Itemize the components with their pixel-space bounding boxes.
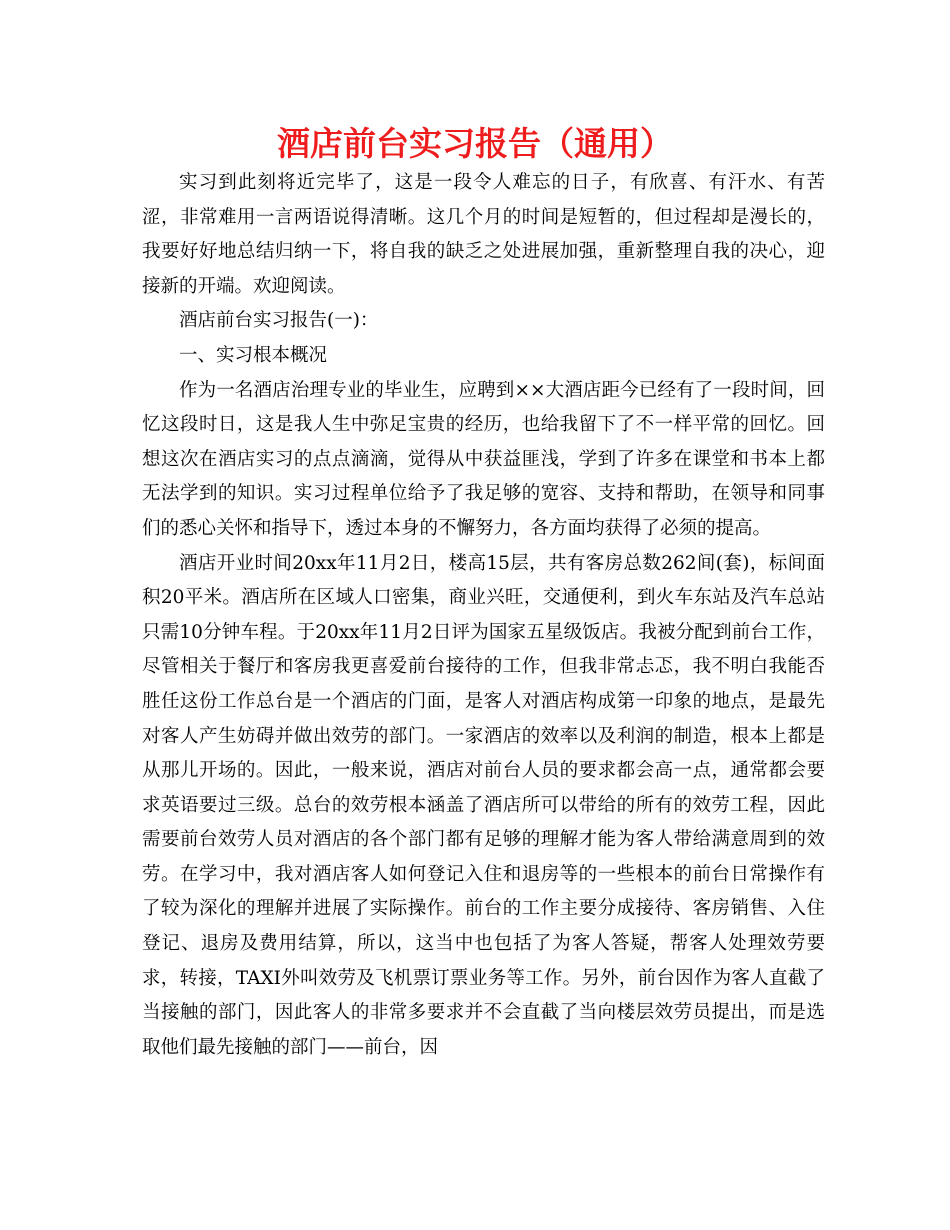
body-paragraph: 酒店开业时间20xx年11月2日，楼高15层，共有客房总数262间(套)，标间面积20平米。酒店所在区域人口密集，商业兴旺，交通便利，到火车东站及汽车总站只需10分钟车程。于20xx年11月2日评为国家五星级饭店。我被分配到前台工作，尽管相关于餐厅和客房我更喜爱前台接待的工作，但我非常忐忑，我不明白我能否胜任这份工作总台是一个酒店的门面，是客人对酒店构成第一印象的地点，是最先对客人产生妨碍并做出效劳的部门。一家酒店的效率以及利润的制造，根本上都是从那儿开场的。因此，一般来说，酒店对前台人员的要求都会高一点，通常都会要求英语要过三级。总台的效劳根本涵盖了酒店所可以带给的所有的效劳工程，因此需要前台效劳人员对酒店的各个部门都有足够的理解才能为客人带给满意周到的效劳。在学习中，我对酒店客人如何登记入住和退房等的一些根本的前台日常操作有了较为深化的理解并进展了实际操作。前台的工作主要分成接待、客房销售、入住登记、退房及费用结算，所以，这当中也包括了为客人答疑，帮客人处理效劳要求，转接，TAXI外叫效劳及飞机票订票业务等工作。另外，前台因作为客人直截了当接触的部门，因此客人的非常多要求并不会直截了当向楼层效劳员提出，而是选取他们最先接触的部门——前台，因 (142, 552, 825, 1058)
intro-paragraph: 实习到此刻将近完毕了，这是一段令人难忘的日子，有欣喜、有汗水、有苦涩，非常难用一言两语说得清晰。这几个月的时间是短暂的，但过程却是漫长的，我要好好地总结归纳一下，将自我的缺乏之处进展加强，重新整理自我的决心，迎接新的开端。欢迎阅读。 (142, 172, 825, 297)
body-paragraph: 作为一名酒店治理专业的毕业生，应聘到××大酒店距今已经有了一段时间，回忆这段时日，这是我人生中弥足宝贵的经历，也给我留下了不一样平常的回忆。回想这次在酒店实习的点点滴滴，觉得从中获益匪浅，学到了许多在课堂和书本上都无法学到的知识。实习过程单位给予了我足够的宽容、支持和帮助，在领导和同事们的悉心关怀和指导下，透过本身的不懈努力，各方面均获得了必须的提高。 (142, 379, 825, 539)
document-body (142, 166, 825, 1065)
report-heading: 酒店前台实习报告(一)： (179, 310, 379, 332)
section-heading: 一、实习根本概况 (179, 344, 328, 366)
document-title: 酒店前台实习报告（通用） (277, 124, 673, 163)
